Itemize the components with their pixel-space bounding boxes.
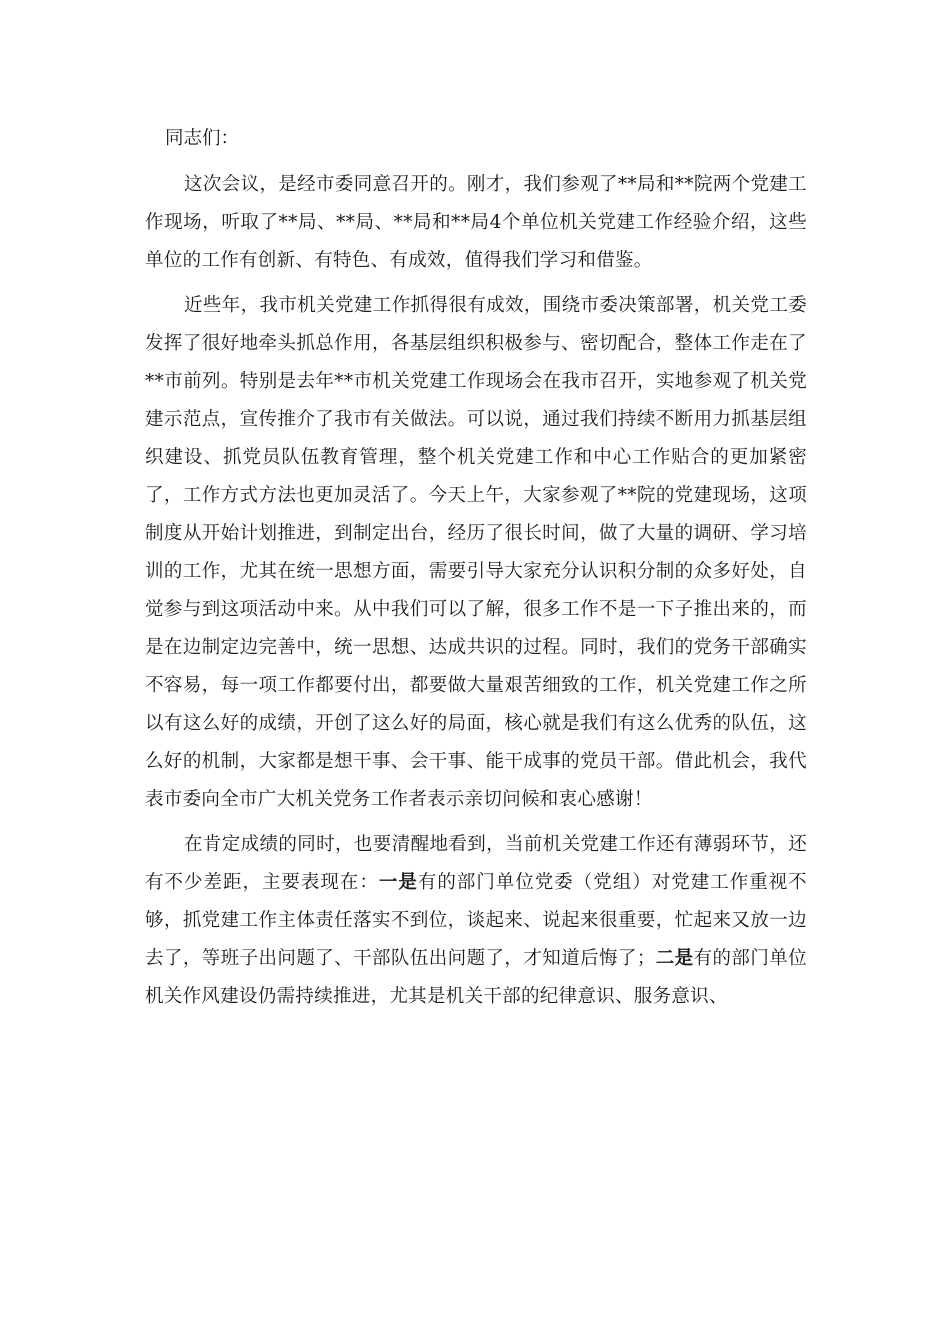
point-marker-1: 一是 (378, 872, 418, 893)
document-body (145, 120, 807, 1023)
paragraph-2: 近些年，我市机关党建工作抓得很有成效，围绕市委决策部署，机关党工委发挥了很好地牵头抓总作用，各基层组织积极参与、密切配合，整体工作走在了**市前列。特别是去年**市机关党建工作现场会在我市召开，实地参观了机关党建示范点，宣传推介了我市有关做法。可以说，通过我们持续不断用力抓基层组织建设、抓党员队伍教育管理，整个机关党建工作和中心工作贴合的更加紧密了，工作方式方法也更加灵活了。今天上午，大家参观了**院的党建现场，这项制度从开始计划推进，到制定出台，经历了很长时间，做了大量的调研、学习培训的工作，尤其在统一思想方面，需要引导大家充分认识积分制的众多好处，自觉参与到这项活动中来。从中我们可以了解，很多工作不是一下子推出来的，而是在边制定边完善中，统一思想、达成共识的过程。同时，我们的党务干部确实不容易，每一项工作都要付出，都要做大量艰苦细致的工作，机关党建工作之所以有这么好的成绩，开创了这么好的局面，核心就是我们有这么优秀的队伍，这么好的机制，大家都是想干事、会干事、能干成事的党员干部。借此机会，我代表市委向全市广大机关党务工作者表示亲切问候和衷心感谢！ (145, 295, 807, 810)
point-marker-2: 二是 (655, 948, 694, 969)
point-1-text: 有的部门单位党委（党组）对党建工作重视不够，抓党建工作主体责任落实不到位，谈起来、说起来很重要，忙起来又放一边去了，等班子出问题了、干部队伍出问题了，才知道后悔了； (145, 872, 807, 969)
paragraph-1: 这次会议，是经市委同意召开的。刚才，我们参观了**局和**院两个党建工作现场，听取了**局、**局、**局和**局4个单位机关党建工作经验介绍，这些单位的工作有创新、有特色、有成效，值得我们学习和借鉴。 (145, 174, 807, 271)
salutation: 同志们： (165, 128, 240, 149)
point-2-text: 有的部门单位机关作风建设仍需持续推进，尤其是机关干部的纪律意识、服务意识、 (145, 948, 807, 1007)
paragraph-3 (145, 826, 807, 1016)
paragraph-3-intro: 在肯定成绩的同时，也要清醒地看到，当前机关党建工作还有薄弱环节，还有不少差距，主要表现在： (145, 834, 807, 893)
